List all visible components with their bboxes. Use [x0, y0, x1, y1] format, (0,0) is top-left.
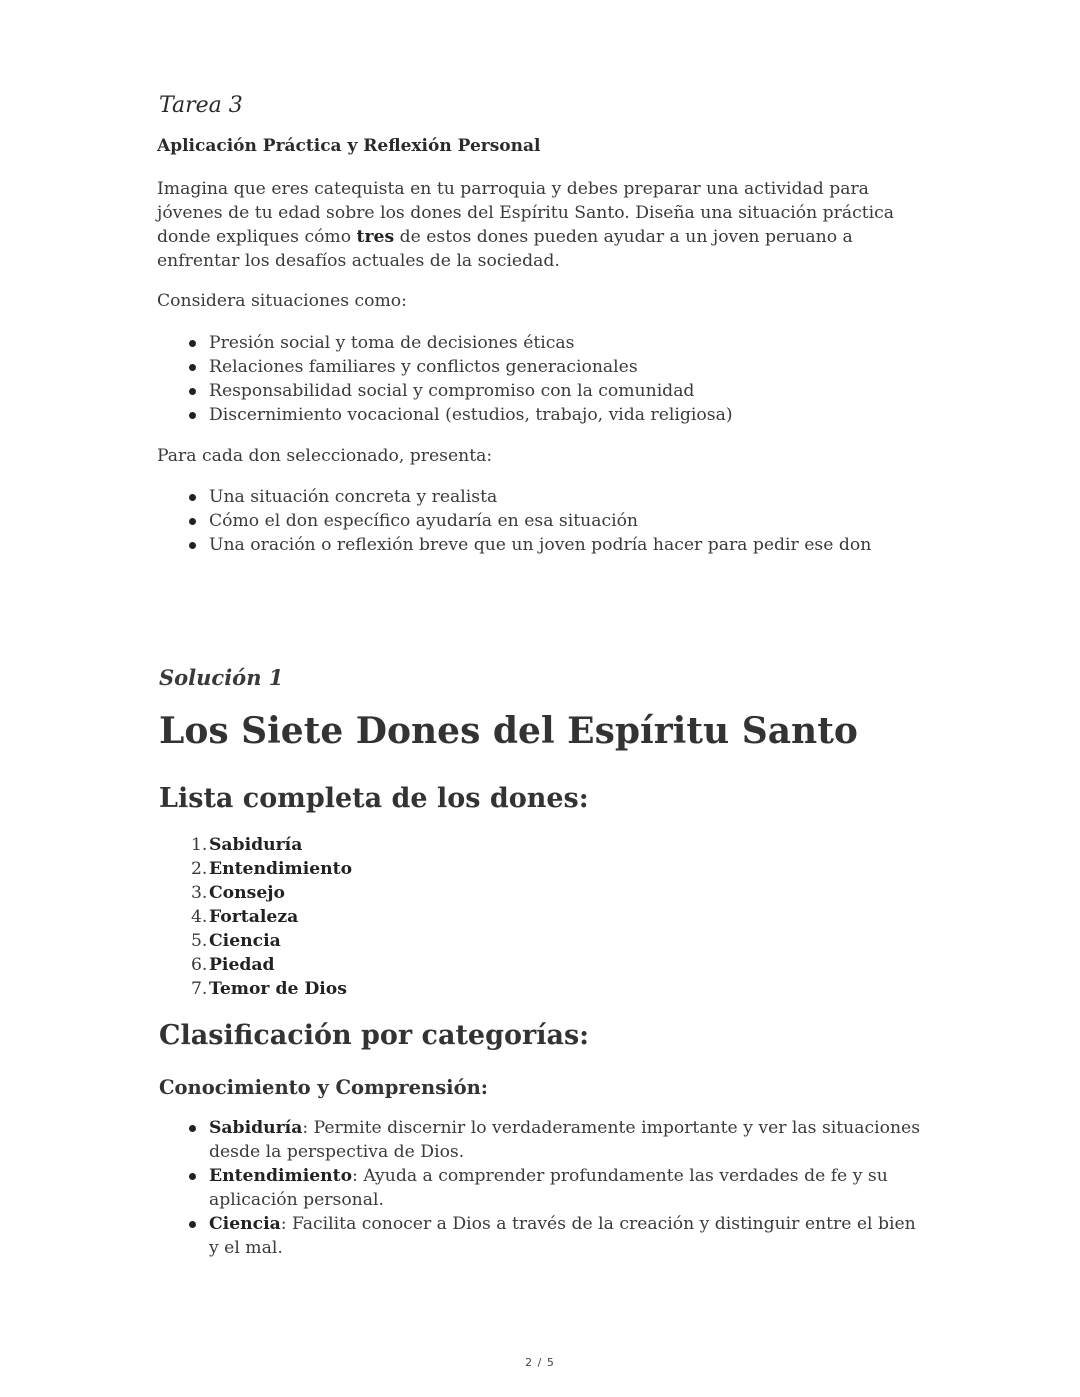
list-number: 7.	[191, 979, 208, 999]
situations-block	[157, 331, 927, 427]
list-item: Responsabilidad social y compromiso con la comunidad	[157, 379, 927, 403]
gift-name: Fortaleza	[209, 907, 299, 927]
intro-emphasis: tres	[356, 227, 395, 247]
classification-heading: Clasificación por categorías:	[159, 1020, 590, 1051]
consider-block	[157, 289, 927, 313]
list-item: Una situación concreta y realista	[157, 485, 927, 509]
term: Entendimiento	[209, 1166, 353, 1186]
gift-name: Entendimiento	[209, 859, 353, 879]
list-item	[157, 953, 927, 977]
solution-title: Los Siete Dones del Espíritu Santo	[159, 710, 858, 752]
list-item	[157, 1164, 927, 1212]
list-number: 1.	[191, 835, 208, 855]
list-item: Discernimiento vocacional (estudios, trabajo, vida religiosa)	[157, 403, 927, 427]
requirements-list	[157, 485, 927, 557]
category-block	[157, 1116, 927, 1260]
task-intro-block	[157, 177, 927, 273]
present-label: Para cada don seleccionado, presenta:	[157, 446, 493, 466]
list-item	[157, 881, 927, 905]
term-description: : Facilita conocer a Dios a través de la creación y distinguir entre el bien y el mal.	[209, 1214, 916, 1258]
page-number: 2 / 5	[525, 1356, 555, 1369]
task-subtitle: Aplicación Práctica y Reflexión Personal	[157, 136, 541, 156]
list-item	[157, 929, 927, 953]
term-description: : Permite discernir lo verdaderamente importante y ver las situaciones desde la perspectiva de Dios.	[209, 1118, 921, 1162]
list-number: 2.	[191, 859, 208, 879]
gift-name: Sabiduría	[209, 835, 303, 855]
list-item	[157, 1212, 927, 1260]
situations-list	[157, 331, 927, 427]
list-item: Una oración o reflexión breve que un joven podría hacer para pedir ese don	[157, 533, 927, 557]
list-number: 3.	[191, 883, 208, 903]
list-item	[157, 857, 927, 881]
solution-heading: Solución 1	[159, 665, 284, 690]
term-description: : Ayuda a comprender profundamente las verdades de fe y su aplicación personal.	[209, 1166, 888, 1210]
list-number: 5.	[191, 931, 208, 951]
intro-text-part1: Imagina que eres catequista en tu parroquia y debes preparar una actividad para jóvenes de tu edad sobre los dones del Espíritu Santo. Diseña una situación práctica donde expliques cómo	[157, 179, 895, 247]
task-heading: Tarea 3	[159, 93, 243, 118]
gift-name: Ciencia	[209, 931, 281, 951]
consider-label: Considera situaciones como:	[157, 291, 407, 311]
gift-name: Piedad	[209, 955, 275, 975]
gifts-list	[157, 833, 927, 1001]
requirements-block	[157, 485, 927, 557]
task-intro-paragraph	[157, 177, 927, 273]
list-item: Relaciones familiares y conflictos generacionales	[157, 355, 927, 379]
gifts-list-heading: Lista completa de los dones:	[159, 783, 589, 814]
present-block	[157, 444, 927, 468]
list-item	[157, 977, 927, 1001]
list-number: 6.	[191, 955, 208, 975]
list-item: Cómo el don específico ayudaría en esa situación	[157, 509, 927, 533]
intro-text-part2: de estos dones pueden ayudar a un joven peruano a enfrentar los desafíos actuales de la sociedad.	[157, 227, 853, 271]
category-heading: Conocimiento y Comprensión:	[159, 1076, 488, 1099]
term: Sabiduría	[209, 1118, 303, 1138]
category-list	[157, 1116, 927, 1260]
list-item	[157, 1116, 927, 1164]
list-item: Presión social y toma de decisiones éticas	[157, 331, 927, 355]
gifts-block	[157, 833, 927, 1001]
list-item	[157, 905, 927, 929]
gift-name: Consejo	[209, 883, 285, 903]
list-item	[157, 833, 927, 857]
term: Ciencia	[209, 1214, 281, 1234]
gift-name: Temor de Dios	[209, 979, 347, 999]
list-number: 4.	[191, 907, 208, 927]
